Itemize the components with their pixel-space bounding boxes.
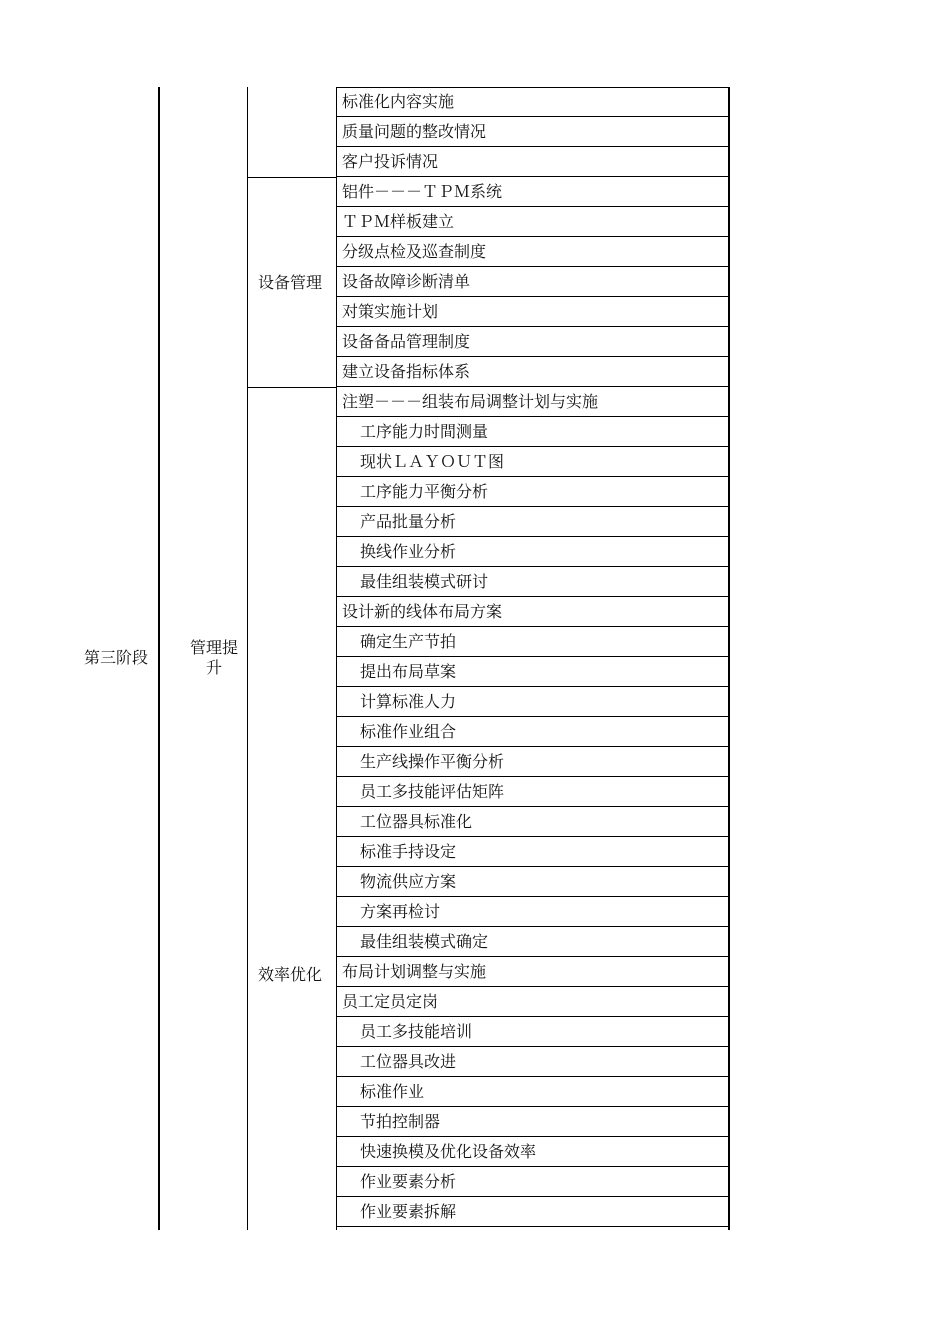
task-row: [337, 447, 729, 477]
task-row: [337, 717, 729, 747]
task-text: 铝件－－－ＴＰＭ系统: [342, 182, 503, 201]
task-row: [337, 627, 729, 657]
task-text: 工序能力平衡分析: [360, 482, 489, 501]
task-text: 作业要素拆解: [360, 1202, 457, 1221]
task-row: [337, 177, 729, 207]
task-row: [337, 357, 729, 387]
task-row: [337, 987, 729, 1017]
task-row: [337, 747, 729, 777]
task-text: 生产线操作平衡分析: [360, 752, 505, 771]
task-text: 员工多技能评估矩阵: [360, 782, 505, 801]
task-row: [337, 477, 729, 507]
task-row: [337, 537, 729, 567]
task-text: 最佳组装模式确定: [360, 932, 489, 951]
task-row: [337, 237, 729, 267]
task-text: 工位器具标准化: [360, 812, 473, 831]
group-separator: [247, 177, 337, 178]
task-text: 确定生产节拍: [360, 632, 457, 651]
task-text: 产品批量分析: [360, 512, 457, 531]
task-row: [337, 1167, 729, 1197]
task-row: [337, 507, 729, 537]
task-text: 工序能力时間测量: [360, 422, 489, 441]
task-row: [337, 147, 729, 177]
task-row: [337, 1047, 729, 1077]
task-text: 工位器具改进: [360, 1052, 457, 1071]
task-text: ＴＰＭ样板建立: [342, 212, 455, 231]
group-label-equipment: 设备管理: [258, 273, 323, 292]
task-row: [337, 267, 729, 297]
task-row: [337, 1137, 729, 1167]
group-label-efficiency: 效率优化: [258, 965, 323, 984]
task-row: [337, 327, 729, 357]
task-text: 建立设备指标体系: [342, 362, 471, 381]
task-text: 质量问题的整改情况: [342, 122, 487, 141]
task-row: [337, 87, 729, 117]
task-row: [337, 597, 729, 627]
task-row: [337, 837, 729, 867]
task-text: 节拍控制器: [360, 1112, 441, 1131]
task-text: 换线作业分析: [360, 542, 457, 561]
task-text: 最佳组装模式研讨: [360, 572, 489, 591]
task-row: [337, 777, 729, 807]
task-row: [337, 1197, 729, 1227]
section-label: 管理提升: [189, 638, 238, 677]
task-text: 对策实施计划: [342, 302, 439, 321]
task-row: [337, 657, 729, 687]
task-text: 提出布局草案: [360, 662, 457, 681]
task-row: [337, 297, 729, 327]
task-text: 分级点检及巡查制度: [342, 242, 487, 261]
task-text: 布局计划调整与实施: [342, 962, 487, 981]
task-text: 注塑－－－组装布局调整计划与实施: [342, 392, 599, 411]
task-row: [337, 387, 729, 417]
task-text: 物流供应方案: [360, 872, 457, 891]
task-text: 标准化内容实施: [342, 92, 455, 111]
task-text: 现状ＬＡＹＯＵＴ图: [360, 452, 505, 471]
stage-column-divider: [158, 87, 160, 1230]
task-row: [337, 867, 729, 897]
task-text: 作业要素分析: [360, 1172, 457, 1191]
task-row: [337, 207, 729, 237]
task-row: [337, 1107, 729, 1137]
stage-label: 第三阶段: [84, 648, 149, 667]
section-column-divider: [247, 87, 248, 1230]
task-row: [337, 417, 729, 447]
task-list: [337, 87, 729, 1227]
task-row: [337, 957, 729, 987]
task-text: 设备故障诊断清单: [342, 272, 471, 291]
task-text: 标准作业组合: [360, 722, 457, 741]
task-text: 设备备品管理制度: [342, 332, 471, 351]
task-row: [337, 1017, 729, 1047]
task-text: 员工多技能培训: [360, 1022, 473, 1041]
task-text: 设计新的线体布局方案: [342, 602, 503, 621]
task-row: [337, 807, 729, 837]
task-text: 方案再检讨: [360, 902, 441, 921]
task-row: [337, 1077, 729, 1107]
task-text: 快速换模及优化设备效率: [360, 1142, 537, 1161]
task-row: [337, 927, 729, 957]
task-text: 计算标准人力: [360, 692, 457, 711]
group-separator: [247, 387, 337, 388]
task-row: [337, 897, 729, 927]
task-text: 客户投诉情况: [342, 152, 439, 171]
task-text: 标准作业: [360, 1082, 425, 1101]
task-row: [337, 687, 729, 717]
task-row: [337, 567, 729, 597]
task-text: 员工定员定岗: [342, 992, 439, 1011]
task-text: 标准手持设定: [360, 842, 457, 861]
task-row: [337, 117, 729, 147]
